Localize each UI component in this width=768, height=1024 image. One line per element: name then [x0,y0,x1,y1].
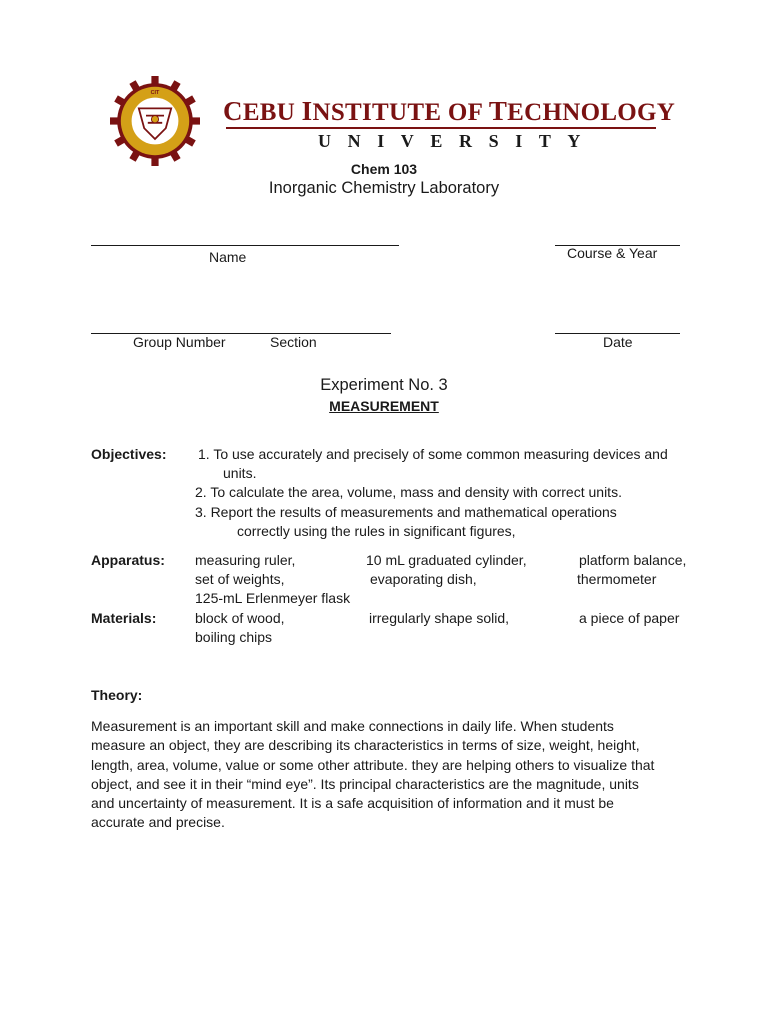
theory-line: length, area, volume, value or some other attribute. they are helping others to visualize that [91,756,655,773]
theory-line: object, and see it in their “mind eye”. Its principal characteristics are the magnitude, units [91,775,639,792]
materials-item: block of wood, [195,610,285,626]
objective-2: 2. To calculate the area, volume, mass and density with correct units. [195,484,622,500]
experiment-number: Experiment No. 3 [320,376,448,394]
theory-paragraph [91,717,711,833]
experiment-title: MEASUREMENT [329,398,439,414]
theory-line: measure an object, they are describing its characteristics in terms of size, weight, height, [91,737,640,754]
university-subtitle: UNIVERSITY [318,131,598,151]
objective-1-line-1: 1. To use accurately and precisely of some common measuring devices and [198,446,668,462]
apparatus-item: set of weights, [195,571,285,587]
materials-item: boiling chips [195,629,273,645]
theory-line: and uncertainty of measurement. It is a safe acquisition of information and it must be [91,795,614,812]
apparatus-item: thermometer [577,571,657,587]
group-number-label: Group Number [133,334,226,350]
name-label: Name [209,249,247,265]
materials-item: a piece of paper [579,610,680,626]
apparatus-item: evaporating dish, [370,571,477,587]
objectives-label: Objectives: [91,446,167,462]
objective-1-line-2: units. [223,465,257,481]
apparatus-item: measuring ruler, [195,552,296,568]
theory-line: accurate and precise. [91,814,225,831]
objective-3-line-1: 3. Report the results of measurements and mathematical operations [195,504,617,520]
materials-item: irregularly shape solid, [369,610,510,626]
apparatus-label: Apparatus: [91,552,165,568]
apparatus-item: platform balance, [579,552,687,568]
theory-label: Theory: [91,687,143,703]
date-label: Date [603,334,633,350]
university-name: CEBU INSTITUTE OF TECHNOLOGY [223,96,676,126]
name-blank-line[interactable] [91,245,399,246]
university-seal-logo [110,76,200,166]
course-year-label: Course & Year [567,245,658,261]
theory-line: Measurement is an important skill and make connections in daily life. When students [91,718,614,734]
objective-3-line-2: correctly using the rules in significant figures, [237,523,516,539]
apparatus-item: 10 mL graduated cylinder, [366,552,527,568]
course-title: Inorganic Chemistry Laboratory [268,179,500,197]
course-code: Chem 103 [350,161,418,177]
section-label: Section [270,334,317,350]
title-underline [226,127,656,129]
materials-label: Materials: [91,610,157,626]
svg-text:CIT: CIT [150,90,160,96]
apparatus-item: 125-mL Erlenmeyer flask [195,590,351,606]
